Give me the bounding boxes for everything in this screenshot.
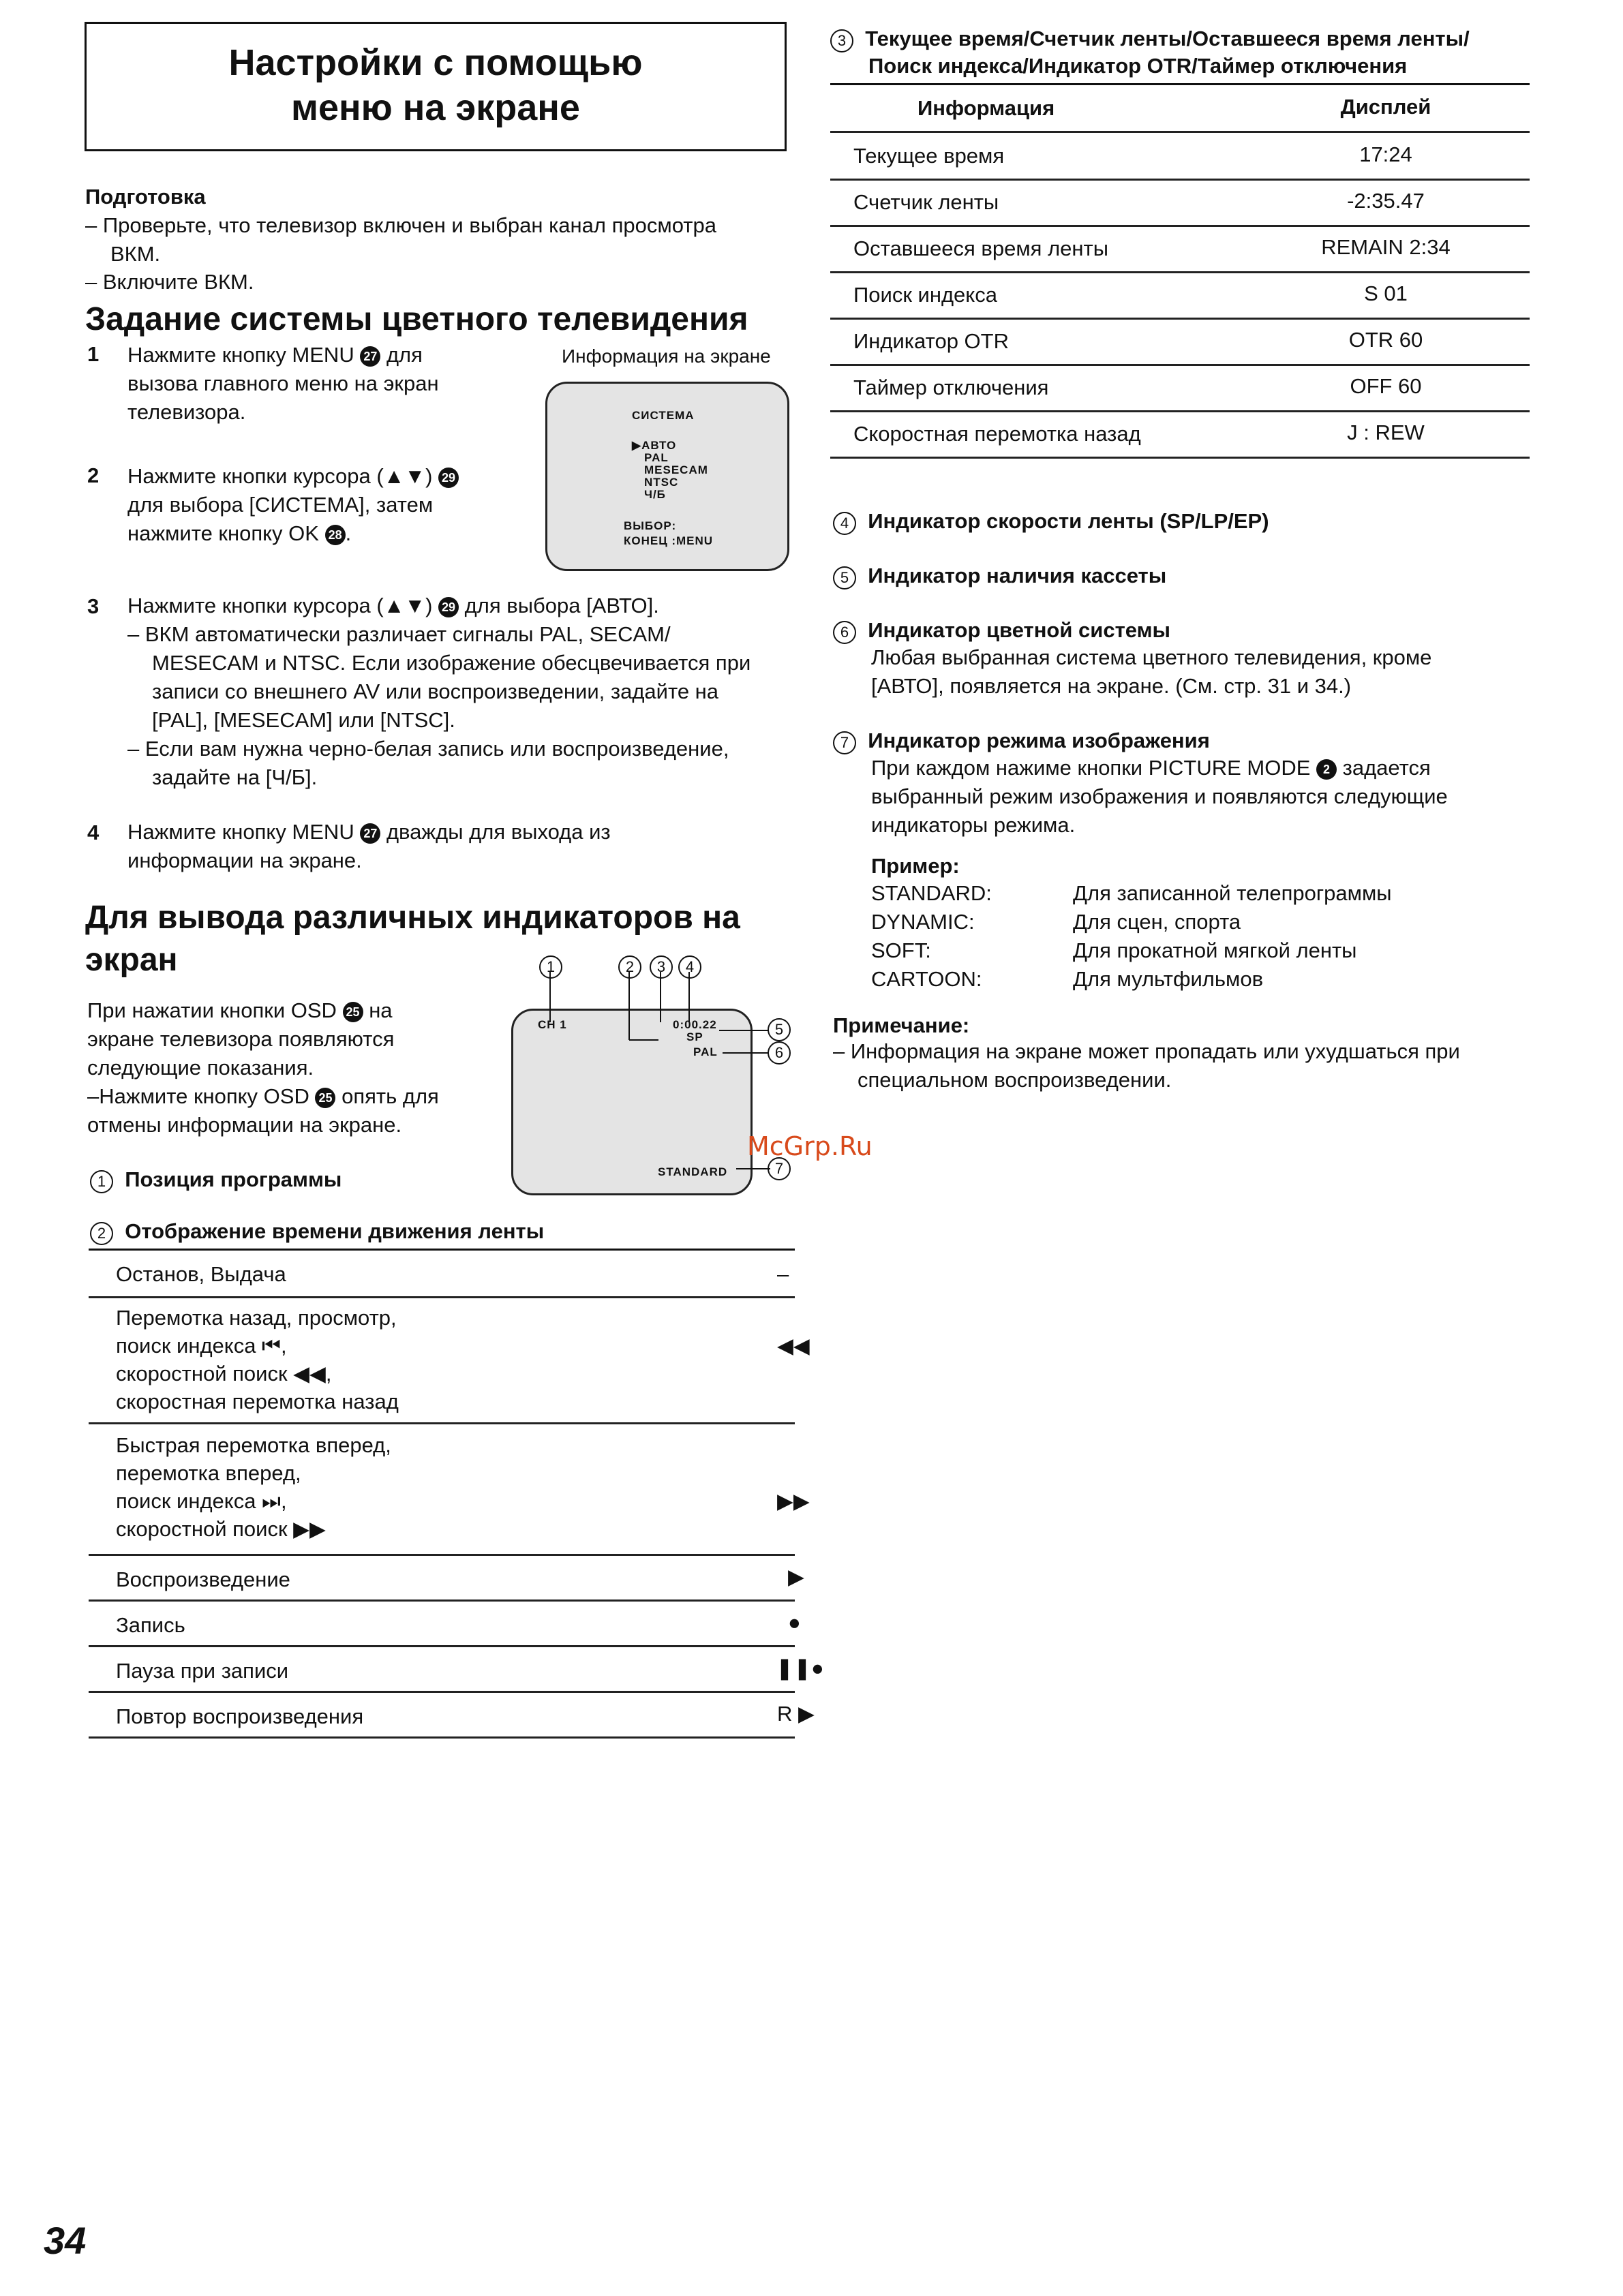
example-mode: DYNAMIC: bbox=[871, 910, 975, 934]
step3-line1: Нажмите кнопки курсора (▲▼) 29 для выбора [АВТО]. bbox=[127, 594, 659, 617]
page-number: 34 bbox=[44, 2219, 87, 2262]
table-row: Поиск индекса S 01 bbox=[830, 272, 1530, 320]
item2: 2 Отображение времени движения ленты bbox=[90, 1217, 544, 1246]
table-row: Индикатор OTR OTR 60 bbox=[830, 318, 1530, 366]
callout-3: 3 bbox=[650, 955, 673, 979]
example-desc: Для записанной телепрограммы bbox=[1073, 881, 1392, 905]
tv-menu-item: NTSC bbox=[644, 476, 679, 489]
table-row: Останов, Выдача – bbox=[89, 1251, 795, 1298]
item3-line2: Поиск индекса/Индикатор OTR/Таймер отключения bbox=[868, 54, 1408, 78]
item7-text: При каждом нажиме кнопки PICTURE MODE 2 задается bbox=[871, 756, 1431, 780]
callout-5: 5 bbox=[768, 1018, 791, 1041]
preparation-item: – Проверьте, что телевизор включен и выбран канал просмотра bbox=[85, 213, 716, 237]
table-row: Повтор воспроизведения R ▶ bbox=[89, 1693, 795, 1739]
step1-line2: вызова главного меню на экран bbox=[127, 371, 439, 395]
tv-menu-item: MESECAM bbox=[644, 463, 708, 476]
indicators-intro-line: следующие показания. bbox=[87, 1056, 314, 1080]
tv-menu-item: ▶АВТО bbox=[632, 439, 677, 452]
picture-mode-button-ref: 2 bbox=[1316, 759, 1337, 780]
step2-line3: нажмите кнопку OK 28 . bbox=[127, 521, 352, 545]
tv-menu-title: СИСТЕМА bbox=[632, 409, 695, 422]
step4-line1: Нажмите кнопку MENU 27 дважды для выхода из bbox=[127, 820, 611, 844]
example-desc: Для мультфильмов bbox=[1073, 967, 1264, 991]
example-heading: Пример: bbox=[871, 854, 960, 878]
callout-4: 4 bbox=[678, 955, 701, 979]
page-title-line2: меню на экране bbox=[291, 87, 580, 128]
item6: 6 Индикатор цветной системы bbox=[833, 616, 1170, 645]
step3-sub: – ВКМ автоматически различает сигналы PAL, SECAM/ bbox=[127, 622, 671, 646]
osd-time: 0:00.22 bbox=[673, 1018, 717, 1031]
example-mode: SOFT: bbox=[871, 938, 931, 962]
table-row: Таймер отключения OFF 60 bbox=[830, 365, 1530, 412]
tv-menu-item: PAL bbox=[644, 451, 669, 464]
tv-menu-exit-hint: КОНЕЦ :MENU bbox=[624, 534, 714, 547]
osd-color-system: PAL bbox=[693, 1045, 718, 1058]
step3-sub-cont: MESECAM и NTSC. Если изображение обесцвечивается при bbox=[152, 651, 751, 675]
indicators-intro-line: При нажатии кнопки OSD 25 на bbox=[87, 998, 393, 1022]
tv-menu-item: Ч/Б bbox=[644, 488, 666, 501]
item5: 5 Индикатор наличия кассеты bbox=[833, 562, 1166, 590]
osd-button-ref: 25 bbox=[343, 1002, 363, 1022]
item7-text: выбранный режим изображения и появляются следующие bbox=[871, 784, 1448, 808]
osd-channel: CH 1 bbox=[538, 1018, 567, 1031]
item6-text: Любая выбранная система цветного телевидения, кроме bbox=[871, 645, 1432, 669]
info-header-display: Дисплей bbox=[1340, 95, 1431, 119]
item6-text: [АВТО], появляется на экране. (См. стр. 31 и 34.) bbox=[871, 674, 1352, 698]
table-row: Счетчик ленты -2:35.47 bbox=[830, 179, 1530, 227]
example-desc: Для сцен, спорта bbox=[1073, 910, 1241, 934]
osd-speed: SP bbox=[686, 1030, 703, 1043]
step4-line2: информации на экране. bbox=[127, 848, 362, 872]
indicators-heading: Для вывода различных индикаторов на bbox=[85, 900, 740, 936]
color-system-heading: Задание системы цветного телевидения bbox=[85, 301, 748, 337]
step-number: 3 bbox=[87, 594, 100, 618]
step-number: 1 bbox=[87, 342, 100, 366]
example-mode: CARTOON: bbox=[871, 967, 982, 991]
callout-1: 1 bbox=[539, 955, 562, 979]
step3-sub: – Если вам нужна черно-белая запись или воспроизведение, bbox=[127, 737, 729, 761]
preparation-item: – Включите ВКМ. bbox=[85, 270, 254, 294]
preparation-item-cont: ВКМ. bbox=[110, 242, 161, 266]
example-desc: Для прокатной мягкой ленты bbox=[1073, 938, 1357, 962]
table-row: Текущее время 17:24 bbox=[830, 133, 1530, 181]
callout-7: 7 bbox=[768, 1157, 791, 1180]
osd-picture-mode: STANDARD bbox=[658, 1165, 728, 1178]
step1-line1: Нажмите кнопку MENU 27 для bbox=[127, 343, 423, 367]
tv-menu-screen bbox=[545, 382, 789, 571]
page-title-box bbox=[85, 22, 787, 151]
ok-button-ref: 28 bbox=[325, 525, 346, 545]
step3-sub-cont: [PAL], [MESECAM] или [NTSC]. bbox=[152, 708, 455, 732]
indicators-intro-line: –Нажмите кнопку OSD 25 опять для bbox=[87, 1084, 439, 1108]
menu-button-ref: 27 bbox=[360, 823, 380, 844]
table-row: Воспроизведение ▶ bbox=[89, 1556, 795, 1602]
item3-line1: 3 Текущее время/Счетчик ленты/Оставшееся время ленты/ bbox=[830, 25, 1470, 53]
item7: 7 Индикатор режима изображения bbox=[833, 726, 1210, 755]
example-mode: STANDARD: bbox=[871, 881, 992, 905]
note-text: – Информация на экране может пропадать или ухудшаться при bbox=[833, 1039, 1460, 1063]
tv-menu-select-hint: ВЫБОР: bbox=[624, 519, 677, 532]
menu-button-ref: 27 bbox=[360, 346, 380, 367]
preparation-heading: Подготовка bbox=[85, 185, 206, 209]
info-header-info: Информация bbox=[917, 96, 1055, 120]
step1-line3: телевизора. bbox=[127, 400, 246, 424]
table-row: Перемотка назад, просмотр, поиск индекса ⏮, скоростной поиск ◀◀, скоростная перемотка назад ◀◀ bbox=[89, 1298, 795, 1424]
cursor-button-ref: 29 bbox=[438, 468, 459, 488]
page-title-line1: Настройки с помощью bbox=[228, 42, 643, 83]
indicators-intro-line: отмены информации на экране. bbox=[87, 1113, 402, 1137]
step3-sub-cont: задайте на [Ч/Б]. bbox=[152, 765, 318, 789]
note-heading: Примечание: bbox=[833, 1013, 970, 1037]
table-row: Скоростная перемотка назад J : REW bbox=[830, 411, 1530, 459]
step3-sub-cont: записи со внешнего AV или воспроизведении, задайте на bbox=[152, 679, 719, 703]
step2-line2: для выбора [СИСТЕМА], затем bbox=[127, 493, 434, 517]
item4: 4 Индикатор скорости ленты (SP/LP/EP) bbox=[833, 507, 1269, 536]
table-row: Быстрая перемотка вперед, перемотка вперед, поиск индекса ⏭, скоростной поиск ▶▶ ▶▶ bbox=[89, 1424, 795, 1556]
cursor-button-ref: 29 bbox=[438, 597, 459, 617]
info-table-header bbox=[830, 85, 1530, 133]
table-row: Оставшееся время ленты REMAIN 2:34 bbox=[830, 226, 1530, 273]
item7-text: индикаторы режима. bbox=[871, 813, 1076, 837]
onscreen-caption: Информация на экране bbox=[562, 346, 771, 367]
indicators-heading-cont: экран bbox=[85, 942, 178, 978]
table-row: Пауза при записи ❚❚● bbox=[89, 1647, 795, 1693]
step2-line1: Нажмите кнопки курсора (▲▼) 29 bbox=[127, 462, 459, 491]
step-number: 2 bbox=[87, 463, 100, 487]
note-text-cont: специальном воспроизведении. bbox=[858, 1068, 1172, 1092]
step-number: 4 bbox=[87, 821, 100, 844]
indicators-intro-line: экране телевизора появляются bbox=[87, 1027, 395, 1051]
watermark: McGrp.Ru bbox=[747, 1131, 873, 1161]
callout-2: 2 bbox=[618, 955, 641, 979]
callout-6: 6 bbox=[768, 1041, 791, 1065]
item1: 1 Позиция программы bbox=[90, 1165, 342, 1194]
table-row: Запись ● bbox=[89, 1602, 795, 1647]
osd-button-ref: 25 bbox=[315, 1088, 335, 1108]
